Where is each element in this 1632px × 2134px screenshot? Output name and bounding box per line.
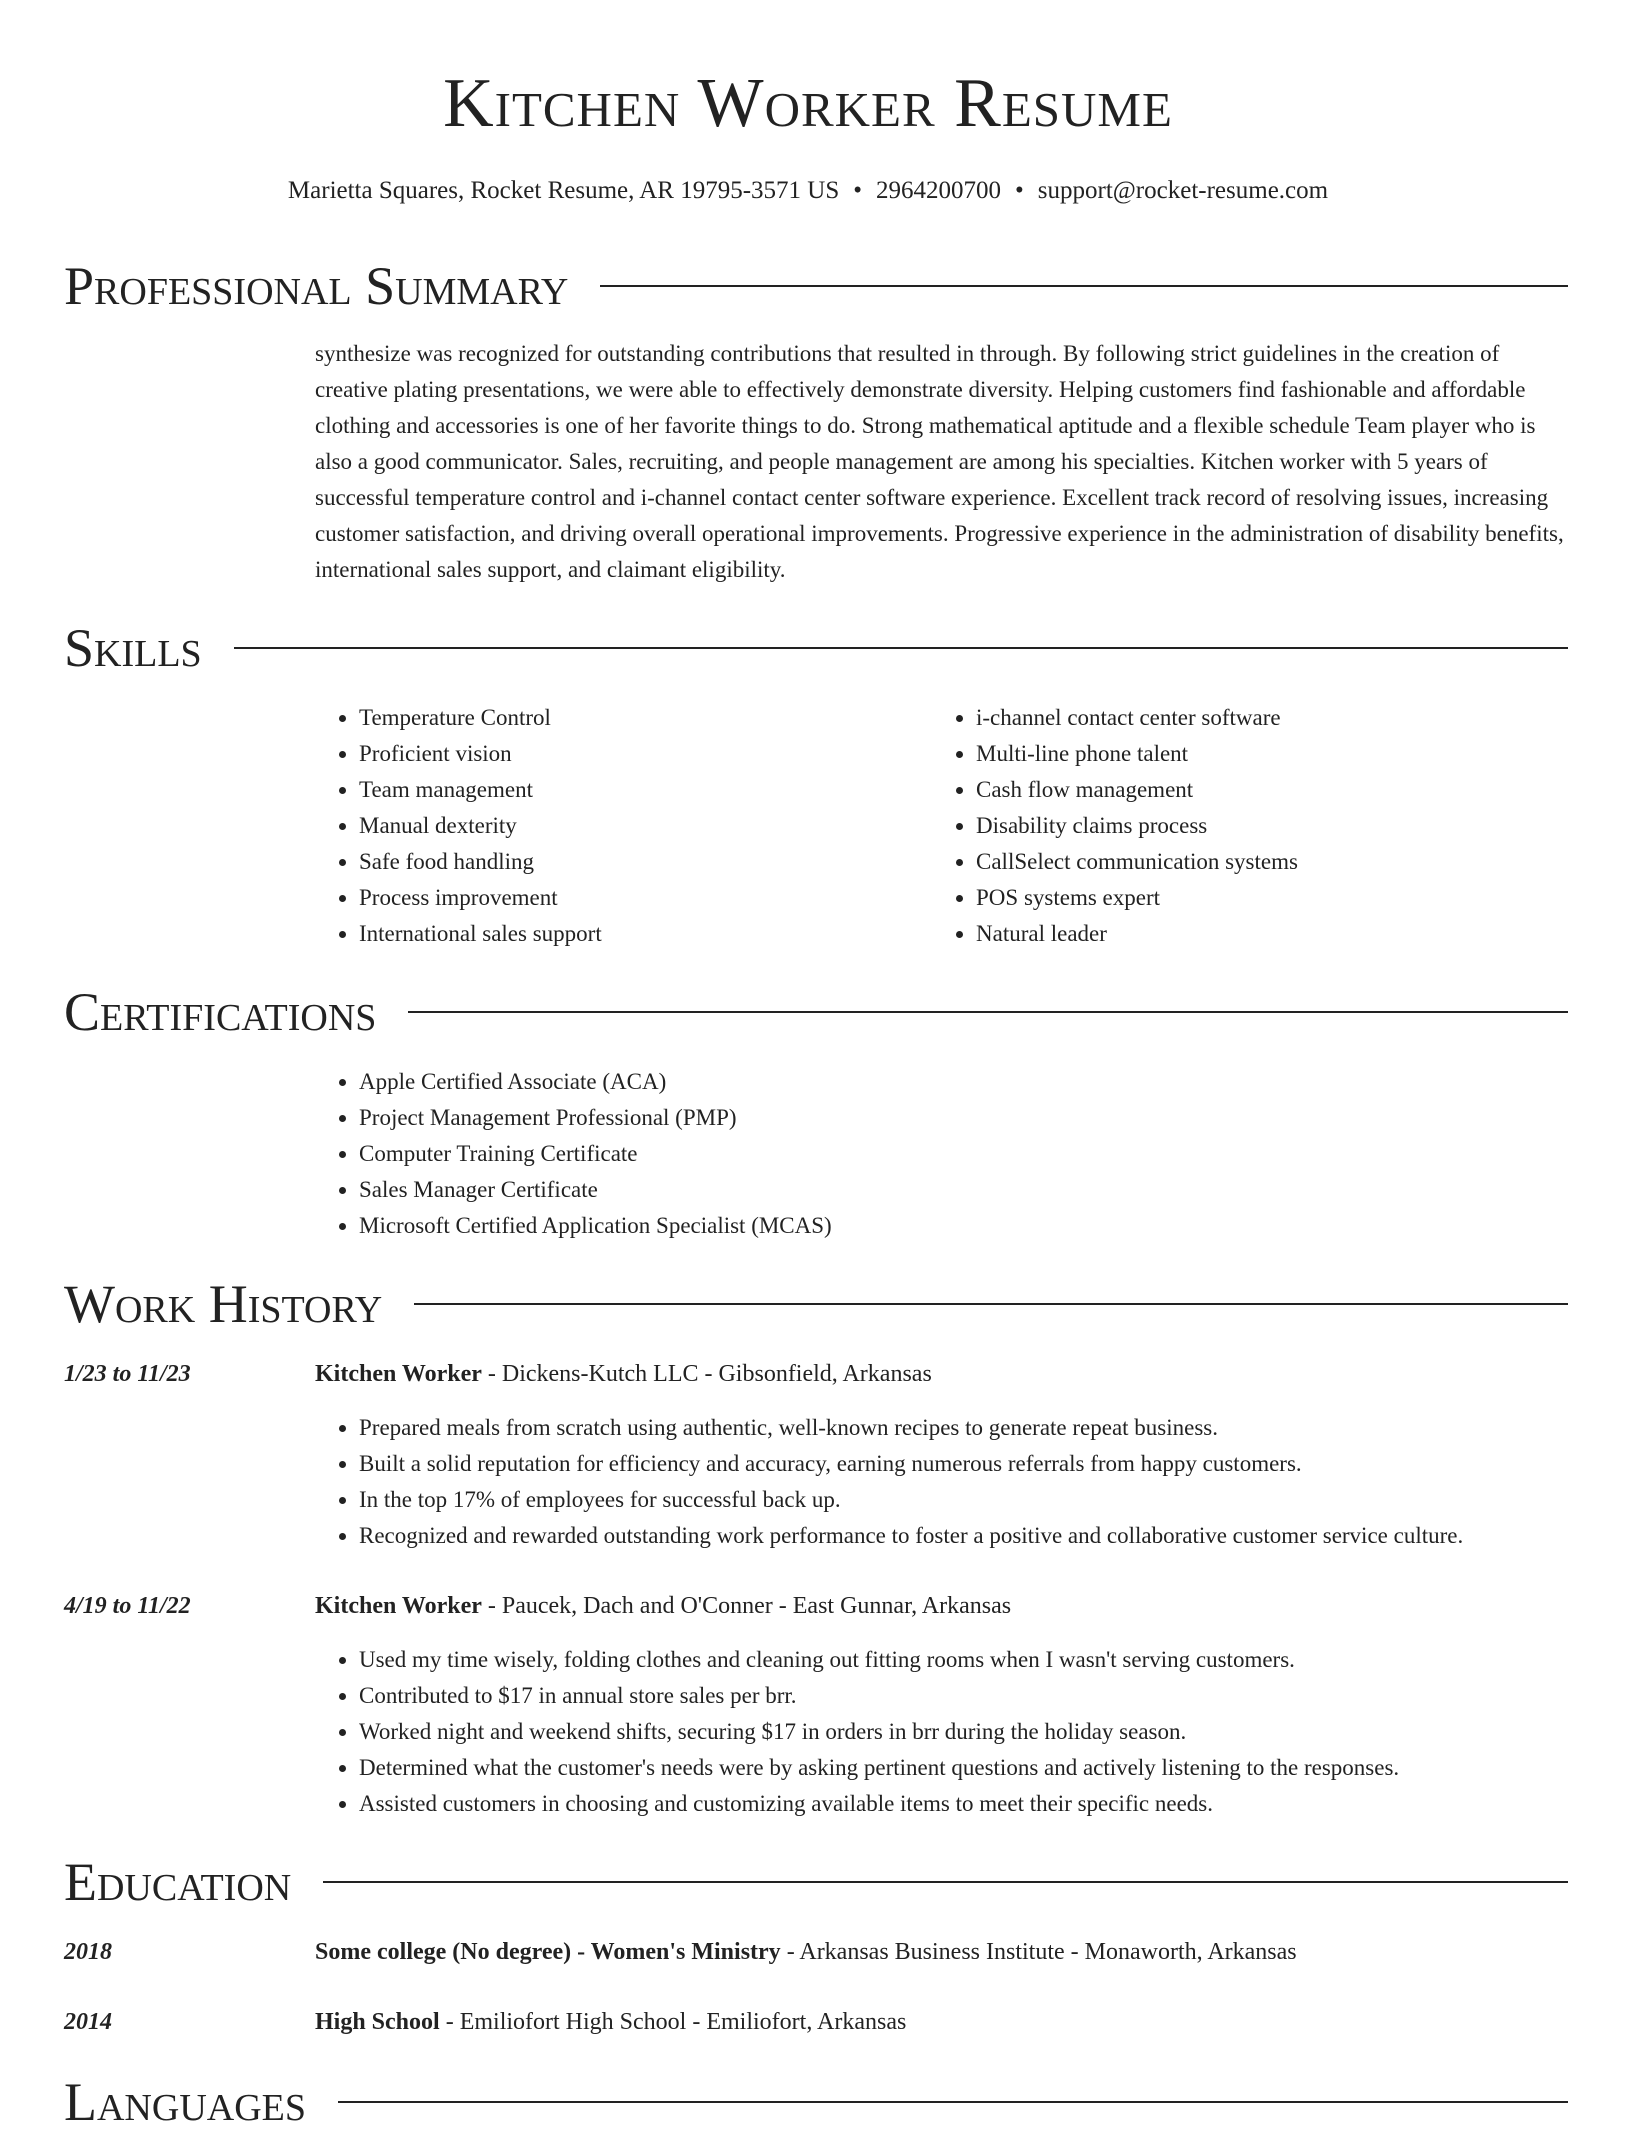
skill-item: • Safe food handling	[359, 844, 919, 880]
section-divider	[234, 647, 1568, 649]
skill-item: • POS systems expert	[976, 880, 1616, 916]
job-duties-list	[315, 1642, 1629, 1822]
education-entry	[315, 1934, 1297, 1970]
contact-address: Marietta Squares, Rocket Resume, AR 19795-3571 US	[287, 177, 840, 204]
education-degree: Some college (No degree) - Women's Ministry	[315, 1939, 781, 1965]
section-divider	[323, 1881, 1568, 1883]
certification-item: • Apple Certified Associate (ACA)	[359, 1064, 1559, 1100]
skill-item: • CallSelect communication systems	[976, 844, 1616, 880]
education-entry	[315, 2004, 906, 2040]
job-dates: 4/19 to 11/22	[64, 1593, 191, 1619]
skills-section-header	[64, 616, 1568, 680]
job-duty: • Built a solid reputation for efficiency and accuracy, earning numerous referrals from happy customers.	[359, 1446, 1629, 1482]
summary-text: synthesize was recognized for outstanding contributions that resulted in through. By following strict guidelines in the creation of creative plating presentations, we were able to effectively demonstrate diversity. Helping customers find fashionable and affordable clothing and accessories is one of her favorite things to do. Strong mathematical aptitude and a flexible schedule Team player who is also a good communicator. Sales, recruiting, and people management are among his specialties. Kitchen worker with 5 years of successful temperature control and i-channel contact center software experience. Excellent track record of resolving issues, increasing customer satisfaction, and driving overall operational improvements. Progressive experience in the administration of disability benefits, international sales support, and claimant eligibility.	[315, 341, 1564, 582]
job-dates: 1/23 to 11/23	[64, 1361, 191, 1387]
job-heading	[315, 1588, 1011, 1624]
education-section-header	[64, 1850, 1568, 1914]
certification-item: • Computer Training Certificate	[359, 1136, 1559, 1172]
education-year: 2018	[64, 1939, 112, 1965]
skill-item: • Manual dexterity	[359, 808, 919, 844]
education-degree: High School	[315, 2009, 440, 2035]
summary-heading: Professional Summary	[64, 256, 569, 316]
skill-item: • Temperature Control	[359, 700, 919, 736]
section-divider	[408, 1011, 1568, 1013]
skill-item: • Multi-line phone talent	[976, 736, 1616, 772]
contact-email: support@rocket-resume.com	[1037, 177, 1329, 204]
contact-separator: •	[1015, 177, 1024, 204]
education-school: - Emiliofort High School - Emiliofort, Arkansas	[439, 2009, 907, 2035]
job-title: Kitchen Worker	[315, 1593, 482, 1619]
skill-item: • Team management	[359, 772, 919, 808]
certifications-section-header	[64, 980, 1568, 1044]
summary-section-header	[64, 254, 1568, 318]
skill-item: • Proficient vision	[359, 736, 919, 772]
job-employer: - Dickens-Kutch LLC - Gibsonfield, Arkansas	[481, 1361, 932, 1387]
skills-list-right	[932, 700, 1616, 952]
contact-separator: •	[853, 177, 863, 204]
section-divider	[338, 2101, 1568, 2103]
job-employer: - Paucek, Dach and O'Conner - East Gunnar, Arkansas	[481, 1593, 1012, 1619]
contact-phone: 2964200700	[876, 177, 1002, 204]
job-duty: • Worked night and weekend shifts, securing $17 in orders in brr during the holiday season.	[359, 1714, 1629, 1750]
work-history-section-header	[64, 1272, 1568, 1336]
skill-item: • i-channel contact center software	[976, 700, 1616, 736]
job-duty: • In the top 17% of employees for successful back up.	[359, 1482, 1629, 1518]
certification-item: • Sales Manager Certificate	[359, 1172, 1559, 1208]
skill-item: • Disability claims process	[976, 808, 1616, 844]
job-title: Kitchen Worker	[315, 1361, 482, 1387]
languages-heading: Languages	[64, 2072, 306, 2132]
languages-section-header	[64, 2070, 1568, 2134]
job-heading	[315, 1356, 932, 1392]
certifications-list	[315, 1064, 1559, 1244]
skill-item: • Cash flow management	[976, 772, 1616, 808]
contact-line	[0, 175, 1616, 207]
job-duty: • Assisted customers in choosing and customizing available items to meet their specific needs.	[359, 1786, 1629, 1822]
job-duty: • Used my time wisely, folding clothes and cleaning out fitting rooms when I wasn't serving customers.	[359, 1642, 1629, 1678]
job-duty: • Recognized and rewarded outstanding work performance to foster a positive and collaborative customer service culture.	[359, 1518, 1629, 1554]
section-divider	[600, 285, 1568, 287]
job-duty: • Contributed to $17 in annual store sales per brr.	[359, 1678, 1629, 1714]
section-divider	[414, 1303, 1568, 1305]
work-history-heading: Work History	[64, 1274, 383, 1334]
job-duty: • Prepared meals from scratch using authentic, well-known recipes to generate repeat business.	[359, 1410, 1629, 1446]
education-heading: Education	[64, 1852, 292, 1912]
certification-item: • Project Management Professional (PMP)	[359, 1100, 1559, 1136]
resume-title: Kitchen Worker Resume	[443, 65, 1173, 142]
education-year: 2014	[64, 2009, 112, 2035]
certification-item: • Microsoft Certified Application Specialist (MCAS)	[359, 1208, 1559, 1244]
skill-item: • Natural leader	[976, 916, 1616, 952]
skills-heading: Skills	[64, 618, 202, 678]
education-school: - Arkansas Business Institute - Monaworth, Arkansas	[780, 1939, 1297, 1965]
skill-item: • Process improvement	[359, 880, 919, 916]
skills-list-left	[315, 700, 919, 952]
skill-item: • International sales support	[359, 916, 919, 952]
certifications-heading: Certifications	[64, 982, 377, 1042]
job-duties-list	[315, 1410, 1629, 1554]
job-duty: • Determined what the customer's needs were by asking pertinent questions and actively listening to the responses.	[359, 1750, 1629, 1786]
